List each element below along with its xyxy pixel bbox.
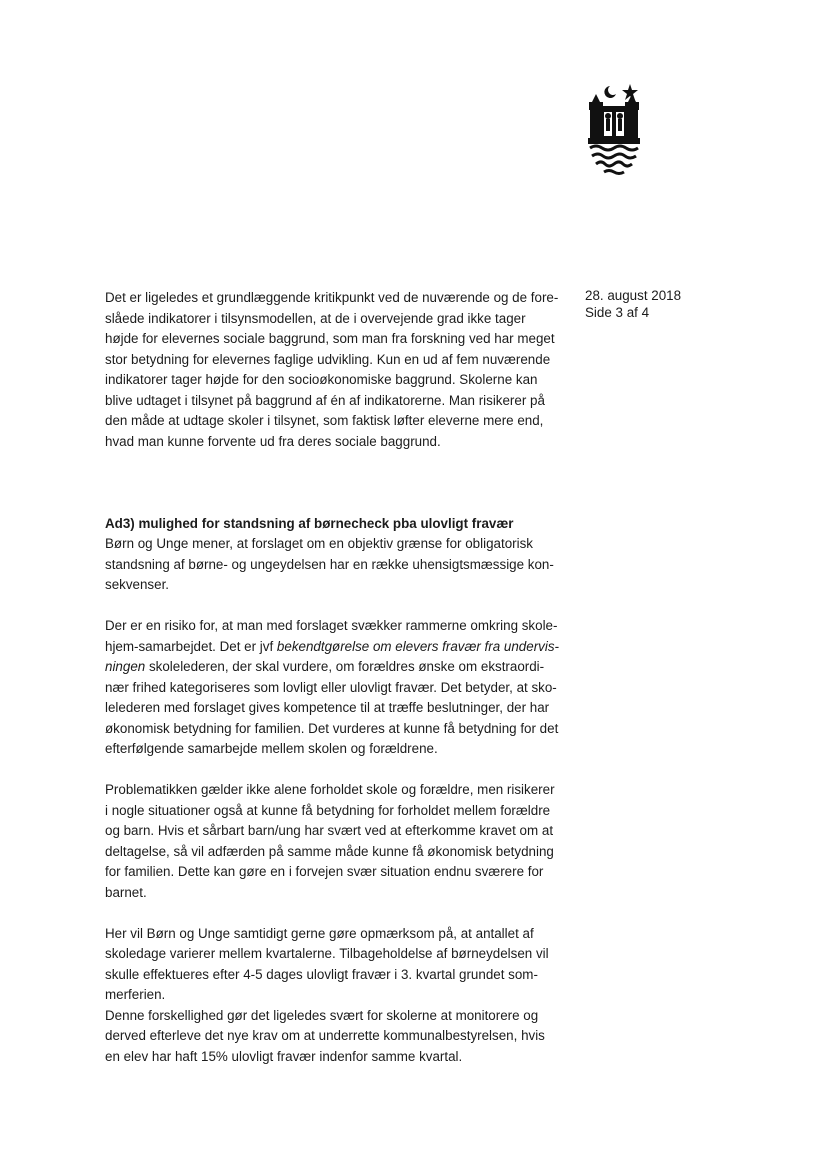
text-line: hvad man kunne forvente ud fra deres sociale baggrund. <box>105 433 441 449</box>
coat-of-arms-icon <box>580 80 648 180</box>
text-line: efterfølgende samarbejde mellem skolen og forældrene. <box>105 741 438 756</box>
italic-reference: bekendtgørelse om elevers fravær fra undervis- <box>276 638 559 654</box>
document-meta <box>585 287 681 321</box>
paragraph-school-days <box>105 924 555 1068</box>
text-line: skoledage varierer mellem kvartalerne. Tilbageholdelse af børneydelsen vil <box>105 946 549 961</box>
text-line: Børn og Unge mener, at forslaget om en objektiv grænse for obligatorisk <box>105 536 533 551</box>
text-line: skulle effektueres efter 4-5 dages ulovligt fravær i 3. kvartal grundet som- <box>105 966 538 982</box>
text-line-mixed <box>105 657 555 678</box>
page-number: Side 3 af 4 <box>585 305 650 320</box>
text-line: Problematikken gælder ikke alene forholdet skole og forældre, men risikerer <box>105 782 555 797</box>
text-line: den måde at udtage skoler i tilsynet, som faktisk løfter eleverne mere end, <box>105 413 544 428</box>
text-line: barnet. <box>105 884 147 900</box>
text-line-mixed <box>105 637 559 658</box>
text-line: Det er ligeledes et grundlæggende kritikpunkt ved de nuværende og de fore- <box>105 290 559 305</box>
text-line: Der er en risiko for, at man med forslaget svækker rammerne omkring skole- <box>105 618 558 633</box>
text-line: og barn. Hvis et sårbart barn/ung har svært ved at efterkomme kravet om at <box>105 823 554 838</box>
text-line: sekvenser. <box>105 577 170 592</box>
paragraph-risk <box>105 616 559 760</box>
text-fragment: hjem-samarbejdet. Det er jvf <box>105 638 277 654</box>
text-line: Denne forskellighed gør det ligeledes svært for skolerne at monitorere og <box>105 1007 539 1023</box>
text-line: deltagelse, så vil adfærden på samme måde kunne få økonomisk betydning <box>105 843 554 859</box>
text-line: blive udtaget i tilsynet på baggrund af én af indikatorerne. Man risikerer på <box>105 392 545 408</box>
text-line: Her vil Børn og Unge samtidigt gerne gøre opmærksom på, at antallet af <box>105 925 534 941</box>
document-body <box>105 288 559 1067</box>
text-line: nær frihed kategoriseres som lovligt eller ulovligt fravær. Det betyder, at sko- <box>105 679 557 695</box>
text-line: økonomisk betydning for familien. Det vurderes at kunne få betydning for det <box>105 720 559 736</box>
text-fragment: skolelederen, der skal vurdere, om forældres ønske om ekstraordi- <box>145 659 545 674</box>
paragraph-indicators <box>105 288 559 452</box>
text-line: indikatorer tager højde for den socioøkonomiske baggrund. Skolerne kan <box>105 372 538 387</box>
text-line: derved efterleve det nye krav om at underrette kommunalbestyrelsen, hvis <box>105 1028 545 1043</box>
text-line: slåede indikatorer i tilsynsmodellen, at de i overvejende grad ikke tager <box>105 310 526 326</box>
text-line: højde for elevernes sociale baggrund, som man fra forskning ved har meget <box>105 331 555 346</box>
text-line: en elev har haft 15% ulovligt fravær indenfor samme kvartal. <box>105 1048 463 1064</box>
text-line: standsning af børne- og ungeydelsen har en række uhensigtsmæssige kon- <box>105 556 554 572</box>
text-line: i nogle situationer også at kunne få betydning for forholdet mellem forældre <box>105 802 551 818</box>
italic-reference: ningen <box>105 659 146 674</box>
document-date: 28. august 2018 <box>585 288 682 303</box>
text-line: lelederen med forslaget gives kompetence til at træffe beslutninger, der har <box>105 700 550 715</box>
text-line: stor betydning for elevernes faglige udvikling. Kun en ud af fem nuværende <box>105 351 551 367</box>
section-ad3 <box>105 514 555 596</box>
text-line: merferien. <box>105 987 166 1002</box>
paragraph-problematic <box>105 780 555 903</box>
section-heading: Ad3) mulighed for standsning af børnecheck pba ulovligt fravær <box>105 515 514 531</box>
text-line: for familien. Dette kan gøre en i forvejen svær situation endnu sværere for <box>105 864 544 879</box>
